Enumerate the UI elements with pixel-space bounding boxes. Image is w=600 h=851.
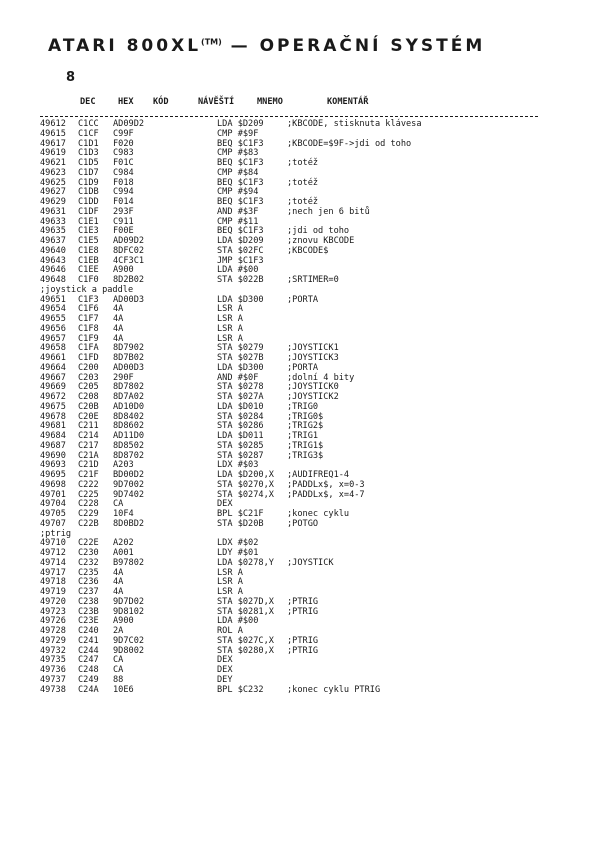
dec-address: 49678 bbox=[40, 411, 66, 422]
comment: ;PTRIG bbox=[287, 606, 319, 617]
dec-address: 49698 bbox=[40, 479, 66, 490]
mnemonic: STA $0279 bbox=[217, 343, 264, 354]
opcode: 8D8702 bbox=[113, 450, 145, 461]
hex-address: C1D5 bbox=[78, 158, 99, 168]
dec-address: 49693 bbox=[40, 460, 66, 471]
hex-address: C20B bbox=[78, 401, 99, 412]
comment: ;PTRIG bbox=[287, 635, 319, 646]
page-number: 8 bbox=[66, 70, 76, 85]
mnemonic: DEX bbox=[217, 655, 233, 666]
dec-address: 49728 bbox=[40, 626, 66, 636]
dec-address: 49732 bbox=[40, 645, 66, 656]
opcode: 9D7002 bbox=[113, 479, 145, 490]
opcode: 8D7802 bbox=[113, 382, 145, 393]
mnemonic: BPL $C21F bbox=[217, 509, 264, 519]
opcode: 4A bbox=[113, 304, 124, 315]
hex-address: C203 bbox=[78, 372, 99, 383]
dec-address: 49621 bbox=[40, 158, 66, 168]
title-subtitle: — OPERAČNÍ SYSTÉM bbox=[221, 36, 486, 56]
opcode: 8D0BD2 bbox=[113, 518, 145, 529]
opcode: CA bbox=[113, 499, 124, 510]
opcode: 4A bbox=[113, 333, 124, 344]
opcode: 88 bbox=[113, 674, 124, 685]
mnemonic: STA $0287 bbox=[217, 450, 264, 461]
comment: ;TRIG3$ bbox=[287, 450, 324, 461]
hex-address: C1DD bbox=[78, 197, 99, 207]
mnemonic: BPL $C232 bbox=[217, 684, 264, 695]
opcode: 4A bbox=[113, 314, 124, 324]
opcode: 8D8402 bbox=[113, 411, 145, 422]
mnemonic: STA $0281,X bbox=[217, 606, 274, 617]
hex-address: C22B bbox=[78, 518, 99, 529]
mnemonic: AND #$3F bbox=[217, 206, 259, 217]
mnemonic: LDA $D010 bbox=[217, 401, 264, 412]
dec-address: 49617 bbox=[40, 138, 66, 149]
mnemonic: STA $0278 bbox=[217, 382, 264, 393]
hex-address: C1DB bbox=[78, 187, 99, 198]
hex-address: C21A bbox=[78, 450, 99, 461]
mnemonic: LDX #$03 bbox=[217, 460, 259, 471]
mnemonic: DEX bbox=[217, 499, 233, 510]
hex-address: C1D1 bbox=[78, 138, 99, 149]
opcode: CA bbox=[113, 665, 124, 675]
comment: ;SRTIMER=0 bbox=[287, 275, 339, 285]
dec-address: 49640 bbox=[40, 245, 66, 256]
mnemonic: LDA $D200,X bbox=[217, 470, 274, 480]
hex-address: C1CC bbox=[78, 119, 99, 129]
mnemonic: STA $027C,X bbox=[217, 635, 274, 646]
comment: ;KBCODE, stisknuta klávesa bbox=[287, 119, 422, 129]
opcode: 8D7B02 bbox=[113, 353, 145, 363]
dec-address: 49710 bbox=[40, 538, 66, 549]
hex-address: C217 bbox=[78, 440, 99, 451]
mnemonic: STA $022B bbox=[217, 275, 264, 285]
opcode: AD09D2 bbox=[113, 236, 145, 246]
hex-address: C21D bbox=[78, 460, 99, 471]
header-divider bbox=[40, 116, 538, 117]
mnemonic: LSR A bbox=[217, 323, 243, 334]
dec-address: 49672 bbox=[40, 392, 66, 402]
hex-address: C1CF bbox=[78, 128, 99, 139]
dec-address: 49687 bbox=[40, 440, 66, 451]
dec-address: 49726 bbox=[40, 616, 66, 627]
mnemonic: LDA $D209 bbox=[217, 119, 264, 129]
dec-address: 49651 bbox=[40, 294, 66, 305]
hex-address: C249 bbox=[78, 674, 99, 685]
opcode: 8D2B02 bbox=[113, 275, 145, 285]
opcode: BD00D2 bbox=[113, 470, 145, 480]
hex-address: C21F bbox=[78, 470, 99, 480]
hex-address: C23B bbox=[78, 606, 99, 617]
hex-address: C237 bbox=[78, 587, 99, 597]
mnemonic: DEY bbox=[217, 674, 233, 685]
hex-address: C238 bbox=[78, 596, 99, 607]
mnemonic: BEQ $C1F3 bbox=[217, 158, 264, 168]
comment: ;TRIG1 bbox=[287, 431, 319, 441]
hex-address: C228 bbox=[78, 499, 99, 510]
dec-address: 49612 bbox=[40, 119, 66, 129]
dec-address: 49717 bbox=[40, 567, 66, 578]
comment: ;KBCODE$ bbox=[287, 245, 329, 256]
dec-address: 49712 bbox=[40, 548, 66, 558]
mnemonic: STA $027D,X bbox=[217, 596, 274, 607]
mnemonic: STA $02FC bbox=[217, 245, 264, 256]
opcode: A203 bbox=[113, 460, 134, 471]
col-header-hex: HEX bbox=[118, 97, 134, 107]
section-label-text: ;joystick a paddle bbox=[40, 284, 134, 295]
mnemonic: ROL A bbox=[217, 626, 243, 636]
opcode: 8DFC02 bbox=[113, 245, 145, 256]
mnemonic: CMP #$94 bbox=[217, 187, 259, 198]
opcode: F00E bbox=[113, 226, 134, 237]
opcode: 9D8102 bbox=[113, 606, 145, 617]
hex-address: C1EE bbox=[78, 265, 99, 276]
opcode: A001 bbox=[113, 548, 134, 558]
hex-address: C205 bbox=[78, 382, 99, 393]
mnemonic: JMP $C1F3 bbox=[217, 255, 264, 266]
opcode: AD00D3 bbox=[113, 362, 145, 373]
dec-address: 49735 bbox=[40, 655, 66, 666]
mnemonic: STA $0280,X bbox=[217, 645, 274, 656]
opcode: F020 bbox=[113, 138, 134, 149]
col-header-kod: KÓD bbox=[153, 97, 169, 107]
mnemonic: CMP #$83 bbox=[217, 148, 259, 159]
comment: ;TRIG0$ bbox=[287, 411, 324, 422]
hex-address: C1D7 bbox=[78, 167, 99, 178]
title-text: ATARI 800XL bbox=[48, 36, 202, 56]
mnemonic: STA $0270,X bbox=[217, 479, 274, 490]
dec-address: 49737 bbox=[40, 674, 66, 685]
mnemonic: CMP #$11 bbox=[217, 216, 259, 227]
comment: ;totéž bbox=[287, 158, 319, 168]
dec-address: 49736 bbox=[40, 665, 66, 675]
mnemonic: CMP #$84 bbox=[217, 167, 259, 178]
mnemonic: LSR A bbox=[217, 587, 243, 597]
opcode: C983 bbox=[113, 148, 134, 159]
dec-address: 49661 bbox=[40, 353, 66, 363]
dec-address: 49658 bbox=[40, 343, 66, 354]
hex-address: C1E3 bbox=[78, 226, 99, 237]
comment: ;PADDLx$, x=0-3 bbox=[287, 479, 365, 490]
comment: ;znovu KBCODE bbox=[287, 236, 355, 246]
dec-address: 49738 bbox=[40, 684, 66, 695]
col-header-dec: DEC bbox=[80, 97, 96, 107]
trademark-mark: (TM) bbox=[201, 37, 222, 47]
mnemonic: LDY #$01 bbox=[217, 548, 259, 558]
dec-address: 49615 bbox=[40, 128, 66, 139]
opcode: A900 bbox=[113, 616, 134, 627]
hex-address: C248 bbox=[78, 665, 99, 675]
dec-address: 49623 bbox=[40, 167, 66, 178]
hex-address: C1FD bbox=[78, 353, 99, 363]
dec-address: 49714 bbox=[40, 557, 66, 568]
code-listing bbox=[0, 120, 600, 695]
mnemonic: DEX bbox=[217, 665, 233, 675]
dec-address: 49664 bbox=[40, 362, 66, 373]
col-header-komentar: KOMENTÁŘ bbox=[327, 97, 369, 107]
mnemonic: LDX #$02 bbox=[217, 538, 259, 549]
dec-address: 49643 bbox=[40, 255, 66, 266]
opcode: 8D7902 bbox=[113, 343, 145, 354]
opcode: 293F bbox=[113, 206, 134, 217]
mnemonic: BEQ $C1F3 bbox=[217, 177, 264, 188]
opcode: 4A bbox=[113, 323, 124, 334]
dec-address: 49719 bbox=[40, 587, 66, 597]
mnemonic: LDA $D011 bbox=[217, 431, 264, 441]
dec-address: 49675 bbox=[40, 401, 66, 412]
opcode: 2A bbox=[113, 626, 124, 636]
opcode: F01C bbox=[113, 158, 134, 168]
dec-address: 49629 bbox=[40, 197, 66, 207]
hex-address: C235 bbox=[78, 567, 99, 578]
opcode: 9D7D02 bbox=[113, 596, 145, 607]
dec-address: 49729 bbox=[40, 635, 66, 646]
comment: ;konec cyklu bbox=[287, 509, 350, 519]
dec-address: 49667 bbox=[40, 372, 66, 383]
hex-address: C1DF bbox=[78, 206, 99, 217]
opcode: 4CF3C1 bbox=[113, 255, 145, 266]
opcode: 8D7A02 bbox=[113, 392, 145, 402]
section-label-text: ;ptrig bbox=[40, 528, 72, 539]
opcode: 9D7C02 bbox=[113, 635, 145, 646]
comment: ;PTRIG bbox=[287, 596, 319, 607]
dec-address: 49705 bbox=[40, 509, 66, 519]
hex-address: C247 bbox=[78, 655, 99, 666]
dec-address: 49646 bbox=[40, 265, 66, 276]
column-headers bbox=[40, 98, 560, 108]
opcode: 8D8502 bbox=[113, 440, 145, 451]
mnemonic: BEQ $C1F3 bbox=[217, 197, 264, 207]
hex-address: C236 bbox=[78, 577, 99, 588]
mnemonic: LDA $0278,Y bbox=[217, 557, 274, 568]
hex-address: C229 bbox=[78, 509, 99, 519]
opcode: CA bbox=[113, 655, 124, 666]
hex-address: C214 bbox=[78, 431, 99, 441]
hex-address: C1F7 bbox=[78, 314, 99, 324]
hex-address: C208 bbox=[78, 392, 99, 402]
hex-address: C1D3 bbox=[78, 148, 99, 159]
mnemonic: LSR A bbox=[217, 314, 243, 324]
opcode: 9D7402 bbox=[113, 489, 145, 500]
comment: ;TRIG2$ bbox=[287, 421, 324, 432]
hex-address: C20E bbox=[78, 411, 99, 422]
mnemonic: LDA $D209 bbox=[217, 236, 264, 246]
comment: ;PADDLx$, x=4-7 bbox=[287, 489, 365, 500]
opcode: 8D8602 bbox=[113, 421, 145, 432]
opcode: 10E6 bbox=[113, 684, 134, 695]
hex-address: C230 bbox=[78, 548, 99, 558]
hex-address: C1E8 bbox=[78, 245, 99, 256]
hex-address: C240 bbox=[78, 626, 99, 636]
opcode: C99F bbox=[113, 128, 134, 139]
dec-address: 49720 bbox=[40, 596, 66, 607]
hex-address: C1F0 bbox=[78, 275, 99, 285]
mnemonic: STA $0274,X bbox=[217, 489, 274, 500]
mnemonic: LSR A bbox=[217, 567, 243, 578]
comment: ;AUDIFREQ1-4 bbox=[287, 470, 350, 480]
hex-address: C1D9 bbox=[78, 177, 99, 188]
mnemonic: STA $027B bbox=[217, 353, 264, 363]
dec-address: 49637 bbox=[40, 236, 66, 246]
mnemonic: LDA $D300 bbox=[217, 294, 264, 305]
comment: ;jdi od toho bbox=[287, 226, 350, 237]
dec-address: 49723 bbox=[40, 606, 66, 617]
comment: ;konec cyklu PTRIG bbox=[287, 684, 381, 695]
opcode: 10F4 bbox=[113, 509, 134, 519]
listing-row bbox=[0, 520, 600, 530]
opcode: C984 bbox=[113, 167, 134, 178]
hex-address: C1F6 bbox=[78, 304, 99, 315]
opcode: C911 bbox=[113, 216, 134, 227]
mnemonic: LSR A bbox=[217, 304, 243, 315]
dec-address: 49657 bbox=[40, 333, 66, 344]
hex-address: C244 bbox=[78, 645, 99, 656]
hex-address: C1FA bbox=[78, 343, 99, 354]
dec-address: 49635 bbox=[40, 226, 66, 237]
dec-address: 49648 bbox=[40, 275, 66, 285]
hex-address: C1F8 bbox=[78, 323, 99, 334]
mnemonic: LDA $D300 bbox=[217, 362, 264, 373]
hex-address: C200 bbox=[78, 362, 99, 373]
mnemonic: LDA #$00 bbox=[217, 616, 259, 627]
hex-address: C1E5 bbox=[78, 236, 99, 246]
hex-address: C23E bbox=[78, 616, 99, 627]
opcode: A202 bbox=[113, 538, 134, 549]
opcode: B97802 bbox=[113, 557, 145, 568]
dec-address: 49656 bbox=[40, 323, 66, 334]
hex-address: C1EB bbox=[78, 255, 99, 266]
opcode: C994 bbox=[113, 187, 134, 198]
dec-address: 49669 bbox=[40, 382, 66, 393]
opcode: AD10D0 bbox=[113, 401, 145, 412]
opcode: 4A bbox=[113, 577, 124, 588]
dec-address: 49627 bbox=[40, 187, 66, 198]
comment: ;totéž bbox=[287, 197, 319, 207]
page-title bbox=[48, 36, 485, 56]
comment: ;POTGO bbox=[287, 518, 319, 529]
opcode: F014 bbox=[113, 197, 134, 207]
hex-address: C1E1 bbox=[78, 216, 99, 227]
comment: ;PORTA bbox=[287, 362, 319, 373]
dec-address: 49631 bbox=[40, 206, 66, 217]
opcode: A900 bbox=[113, 265, 134, 276]
opcode: AD09D2 bbox=[113, 119, 145, 129]
comment: ;PTRIG bbox=[287, 645, 319, 656]
dec-address: 49704 bbox=[40, 499, 66, 510]
opcode: 4A bbox=[113, 567, 124, 578]
comment: ;TRIG0 bbox=[287, 401, 319, 412]
comment: ;totéž bbox=[287, 177, 319, 188]
mnemonic: LSR A bbox=[217, 333, 243, 344]
dec-address: 49681 bbox=[40, 421, 66, 432]
dec-address: 49690 bbox=[40, 450, 66, 461]
hex-address: C1F9 bbox=[78, 333, 99, 344]
hex-address: C222 bbox=[78, 479, 99, 490]
mnemonic: BEQ $C1F3 bbox=[217, 226, 264, 237]
opcode: AD11D0 bbox=[113, 431, 145, 441]
listing-row bbox=[0, 686, 600, 696]
opcode: AD00D3 bbox=[113, 294, 145, 305]
mnemonic: STA $027A bbox=[217, 392, 264, 402]
dec-address: 49718 bbox=[40, 577, 66, 588]
dec-address: 49695 bbox=[40, 470, 66, 480]
hex-address: C225 bbox=[78, 489, 99, 500]
mnemonic: STA $0285 bbox=[217, 440, 264, 451]
hex-address: C1F3 bbox=[78, 294, 99, 305]
comment: ;JOYSTICK1 bbox=[287, 343, 339, 354]
mnemonic: LSR A bbox=[217, 577, 243, 588]
mnemonic: STA $D20B bbox=[217, 518, 264, 529]
comment: ;JOYSTICK2 bbox=[287, 392, 339, 402]
comment: ;PORTA bbox=[287, 294, 319, 305]
mnemonic: BEQ $C1F3 bbox=[217, 138, 264, 149]
hex-address: C232 bbox=[78, 557, 99, 568]
comment: ;dolní 4 bity bbox=[287, 372, 355, 383]
dec-address: 49619 bbox=[40, 148, 66, 159]
hex-address: C211 bbox=[78, 421, 99, 432]
opcode: 290F bbox=[113, 372, 134, 383]
dec-address: 49655 bbox=[40, 314, 66, 324]
opcode: 9D8002 bbox=[113, 645, 145, 656]
comment: ;JOYSTICK0 bbox=[287, 382, 339, 393]
col-header-mnemo: MNEMO bbox=[257, 97, 283, 107]
col-header-navesti: NÁVĚŠTÍ bbox=[198, 97, 235, 107]
dec-address: 49633 bbox=[40, 216, 66, 227]
comment: ;TRIG1$ bbox=[287, 440, 324, 451]
hex-address: C24A bbox=[78, 684, 99, 695]
opcode: F018 bbox=[113, 177, 134, 188]
dec-address: 49707 bbox=[40, 518, 66, 529]
mnemonic: LDA #$00 bbox=[217, 265, 259, 276]
mnemonic: STA $0286 bbox=[217, 421, 264, 432]
dec-address: 49701 bbox=[40, 489, 66, 500]
mnemonic: AND #$0F bbox=[217, 372, 259, 383]
comment: ;JOYSTICK3 bbox=[287, 353, 339, 363]
mnemonic: STA $0284 bbox=[217, 411, 264, 422]
dec-address: 49684 bbox=[40, 431, 66, 441]
hex-address: C241 bbox=[78, 635, 99, 646]
opcode: 4A bbox=[113, 587, 124, 597]
dec-address: 49654 bbox=[40, 304, 66, 315]
comment: ;JOYSTICK bbox=[287, 557, 334, 568]
dec-address: 49625 bbox=[40, 177, 66, 188]
hex-address: C22E bbox=[78, 538, 99, 549]
comment: ;KBCODE=$9F->jdi od toho bbox=[287, 138, 412, 149]
comment: ;nech jen 6 bitů bbox=[287, 206, 370, 217]
mnemonic: CMP #$9F bbox=[217, 128, 259, 139]
